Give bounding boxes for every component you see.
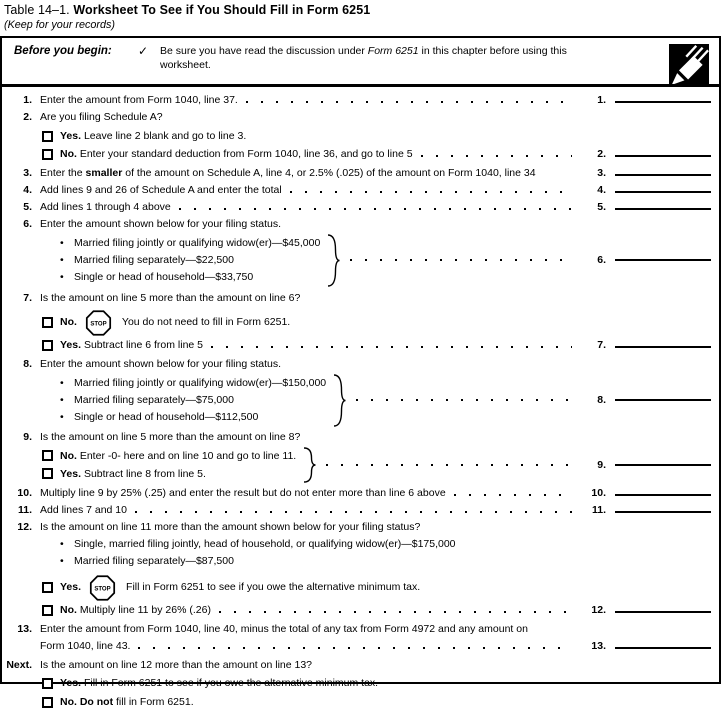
item-text — [40, 638, 130, 655]
bullet-text: Single or head of household—$112,500 — [74, 410, 259, 423]
bullet-item — [4, 536, 711, 553]
checkbox[interactable] — [42, 605, 53, 616]
leader-dots — [138, 647, 572, 649]
item-text — [40, 216, 281, 233]
text-run: Enter your standard deduction from Form 1040, line 36, and go to line 5 — [76, 148, 413, 160]
item-number: 9. — [23, 430, 32, 443]
worksheet-row — [4, 290, 711, 307]
checkbox-row — [4, 575, 711, 601]
checkbox-row — [4, 310, 711, 336]
text-run: Is the amount on line 12 more than the amount on line 13? — [40, 658, 313, 671]
entry-line[interactable] — [615, 399, 711, 401]
text-run: Are you filing Schedule A? — [40, 111, 163, 123]
text-run: Subtract line 8 from line 5. — [81, 467, 206, 480]
worksheet-row — [4, 429, 711, 446]
checkbox-label — [60, 128, 246, 145]
worksheet-row — [4, 216, 711, 233]
bullet-text: Single, married filing jointly, head of household, or qualifying widow(er)—$175,000 — [74, 537, 456, 550]
line-ref: 6. — [597, 254, 606, 266]
worksheet-row — [4, 109, 711, 126]
line-ref: 12. — [591, 604, 606, 616]
checkbox-label — [60, 146, 413, 163]
entry-line[interactable] — [615, 346, 711, 348]
worksheet-body — [2, 87, 719, 716]
checkbox-row — [4, 146, 711, 163]
item-text — [40, 109, 163, 126]
checkbox-label — [60, 694, 194, 711]
entry-line[interactable] — [615, 511, 711, 513]
stop-icon — [85, 310, 112, 336]
text-run: No. — [60, 148, 77, 160]
svg-text:STOP: STOP — [90, 321, 107, 328]
bullet-item — [4, 553, 711, 570]
entry-line[interactable] — [615, 101, 711, 103]
checkbox[interactable] — [42, 697, 53, 708]
bullet-item — [60, 392, 326, 409]
svg-text:STOP: STOP — [94, 586, 111, 593]
worksheet-row — [4, 199, 711, 216]
bullet-item — [60, 269, 320, 286]
leader-dots — [135, 511, 572, 513]
leader-dots — [179, 208, 572, 210]
before-you-begin-label: Before you begin: — [14, 45, 112, 57]
text-run: of the amount on Schedule A, line 4, or 2.5% (.025) of the amount on Form 1040, line 34 — [122, 166, 536, 179]
text-run: Yes. — [60, 581, 82, 593]
bullet-text: Single or head of household—$33,750 — [74, 270, 254, 283]
entry-line[interactable] — [615, 155, 711, 157]
text-run: fill in Form 6251. — [113, 695, 194, 708]
checkbox-row — [4, 128, 711, 145]
before-you-begin-section — [2, 38, 719, 84]
text-run: Is the amount on line 5 more than the amount on line 6? — [40, 291, 301, 304]
worksheet-row — [4, 356, 711, 373]
item-number: 11. — [17, 503, 32, 516]
text-run: Yes. — [60, 339, 82, 351]
leader-dots — [219, 611, 572, 613]
bullet-text: Married filing separately—$75,000 — [74, 393, 234, 406]
item-text — [40, 485, 446, 502]
checkbox-row — [4, 694, 711, 711]
worksheet-row — [4, 182, 711, 199]
text-run: Form 1040, line 43. — [40, 639, 131, 652]
item-number: 8. — [23, 357, 32, 370]
text-run: Yes. — [60, 129, 82, 142]
table-number: Table 14–1. — [4, 3, 70, 17]
entry-line[interactable] — [615, 259, 711, 261]
leader-dots — [454, 494, 572, 496]
text-run: Add lines 7 and 10 — [40, 503, 127, 516]
line-ref: 1. — [597, 94, 606, 106]
item-number: 12. — [17, 520, 32, 533]
checkbox-row — [42, 465, 296, 483]
item-line-1 — [4, 621, 711, 638]
keep-for-records-note: (Keep for your records) — [4, 19, 116, 31]
checkbox[interactable] — [42, 582, 53, 593]
item-number: 2. — [23, 111, 32, 123]
line-ref: 10. — [591, 486, 606, 499]
worksheet-box — [0, 36, 721, 708]
checkbox-row — [4, 337, 711, 354]
text-run: No. Do not — [60, 695, 114, 708]
bullet-icon: • — [60, 410, 64, 423]
line-ref: 5. — [597, 200, 606, 213]
bullet-item — [60, 409, 326, 426]
text-run: Add lines 9 and 26 of Schedule A and enter the total — [40, 183, 282, 196]
text-run: Fill in Form 6251 to see if you owe the alternative minimum tax. — [81, 677, 379, 689]
item-text — [40, 290, 300, 307]
bullet-text: Married filing jointly or qualifying widow(er)—$45,000 — [74, 236, 321, 249]
checkbox-text — [122, 314, 290, 331]
checkbox[interactable] — [42, 131, 53, 142]
item-number: Next. — [6, 658, 32, 671]
item-number: 13. — [17, 622, 32, 635]
worksheet-row — [4, 502, 711, 519]
page-title — [4, 3, 717, 17]
filing-status-group — [4, 374, 711, 427]
item-number: 4. — [23, 183, 32, 196]
text-run: Multiply line 11 by 26% (.26) — [76, 604, 211, 616]
text-run: Enter -0- here and on line 10 and go to line 11. — [76, 449, 297, 462]
text-run: Is the amount on line 5 more than the amount on line 8? — [40, 430, 301, 443]
text-run: No. — [60, 449, 77, 462]
leader-dots — [544, 174, 572, 176]
checkbox-label — [60, 337, 203, 354]
stop-icon — [89, 575, 116, 601]
item-number: 7. — [23, 291, 32, 304]
bullet-text: Married filing separately—$87,500 — [74, 554, 234, 567]
checkbox[interactable] — [42, 468, 53, 479]
line-ref: 13. — [591, 639, 606, 652]
bullet-list — [60, 235, 320, 286]
checkbox-label — [60, 314, 77, 331]
text-run: in this chapter before using this worksheet. — [160, 45, 567, 71]
item-number: 10. — [17, 486, 32, 499]
text-run: Enter the — [40, 166, 86, 179]
checkbox[interactable] — [42, 450, 53, 461]
text-run: Is the amount on line 11 more than the amount shown below for your filing status? — [40, 520, 421, 533]
worksheet-row — [4, 165, 711, 182]
item-text — [40, 502, 127, 519]
leader-dots — [350, 259, 572, 261]
checkbox-label — [60, 675, 378, 692]
text-run: Add lines 1 through 4 above — [40, 200, 171, 213]
text-run: Enter the amount from Form 1040, line 37. — [40, 94, 238, 106]
leader-dots — [290, 191, 572, 193]
leader-dots — [326, 464, 572, 466]
text-run: Yes. — [60, 467, 82, 480]
text-run: No. — [60, 316, 77, 328]
text-run: smaller — [85, 166, 123, 179]
checkbox-list — [42, 447, 296, 483]
text-run: Multiply line 9 by 25% (.25) and enter the result but do not enter more than line 6 above — [40, 486, 446, 499]
text-run: Subtract line 6 from line 5 — [81, 339, 204, 351]
line-ref: 8. — [597, 394, 606, 406]
bullet-text: Married filing jointly or qualifying widow(er)—$150,000 — [74, 376, 327, 389]
checkbox-label — [60, 465, 206, 483]
entry-line[interactable] — [615, 208, 711, 210]
checkbox[interactable] — [42, 149, 53, 160]
item-text — [40, 621, 528, 638]
brace — [332, 374, 346, 427]
line-ref: 3. — [597, 166, 606, 179]
entry-line[interactable] — [615, 494, 711, 496]
leader-dots — [211, 346, 572, 348]
worksheet-row — [4, 92, 711, 109]
leader-dots — [356, 399, 572, 401]
bullet-icon: • — [60, 393, 64, 406]
check-mark-icon: ✓ — [137, 44, 149, 58]
checkbox-label — [60, 579, 81, 596]
checkbox[interactable] — [42, 340, 53, 351]
bullet-item — [60, 235, 320, 252]
worksheet-row — [4, 621, 711, 655]
worksheet-title: Worksheet To See if You Should Fill in Form 6251 — [73, 3, 371, 17]
bullet-list — [60, 375, 326, 426]
checkbox-label — [60, 602, 211, 619]
line-ref: 2. — [597, 148, 606, 160]
bullet-text: Married filing separately—$22,500 — [74, 253, 234, 266]
item-text — [40, 182, 282, 199]
worksheet-row — [4, 657, 711, 674]
item-text — [40, 356, 281, 373]
checkbox-label — [60, 447, 296, 465]
bullet-item — [60, 375, 326, 392]
worksheet-row — [4, 485, 711, 502]
text-run: Leave line 2 blank and go to line 3. — [81, 129, 247, 142]
worksheet-row — [4, 519, 711, 536]
line-ref: 11. — [591, 503, 606, 516]
text-run: Enter the amount shown below for your filing status. — [40, 217, 282, 230]
entry-line[interactable] — [615, 464, 711, 466]
item-text — [40, 519, 420, 536]
entry-line[interactable] — [615, 647, 711, 649]
brace — [326, 234, 340, 287]
checkbox-row — [4, 602, 711, 619]
text-run: Enter the amount from Form 1040, line 40, minus the total of any tax from Form 4972 and any amount on — [40, 622, 528, 635]
leader-dots — [421, 155, 572, 157]
bullet-icon: • — [60, 236, 64, 249]
text-run: Fill in Form 6251 to see if you owe the alternative minimum tax. — [126, 581, 421, 593]
leader-dots — [246, 101, 572, 103]
item-text — [40, 165, 536, 182]
checkbox[interactable] — [42, 678, 53, 689]
item-number: 5. — [23, 200, 32, 213]
before-you-begin-text — [160, 44, 592, 72]
entry-line[interactable] — [615, 191, 711, 193]
bullet-icon: • — [60, 537, 64, 550]
bullet-item — [60, 252, 320, 269]
checkbox[interactable] — [42, 317, 53, 328]
bullet-icon: • — [60, 554, 64, 567]
bullet-icon: • — [60, 376, 64, 389]
bullet-icon: • — [60, 253, 64, 266]
text-run: Form 6251 — [367, 45, 419, 57]
checkbox-row — [42, 447, 296, 465]
checkbox-choice-group — [4, 447, 711, 483]
checkbox-text — [126, 579, 420, 596]
text-run: You do not need to fill in Form 6251. — [121, 316, 291, 328]
item-text — [40, 199, 171, 216]
item-line-2 — [4, 638, 711, 655]
page-header — [0, 0, 721, 31]
item-number: 6. — [23, 217, 32, 230]
item-number: 3. — [23, 166, 32, 179]
item-text — [40, 657, 312, 674]
line-ref: 9. — [597, 458, 606, 471]
pencil-icon — [669, 44, 709, 84]
text-run: Enter the amount shown below for your filing status. — [40, 357, 282, 370]
entry-line[interactable] — [615, 611, 711, 613]
line-ref: 4. — [597, 183, 606, 196]
bullet-icon: • — [60, 270, 64, 283]
text-run: Be sure you have read the discussion under — [160, 45, 368, 57]
text-run: No. — [60, 604, 77, 616]
item-number: 1. — [23, 94, 32, 106]
entry-line[interactable] — [615, 174, 711, 176]
filing-status-group — [4, 234, 711, 287]
item-text — [40, 92, 238, 109]
checkbox-row — [4, 675, 711, 692]
item-text — [40, 429, 300, 446]
brace — [302, 447, 316, 483]
text-run: Yes. — [60, 677, 82, 689]
line-ref: 7. — [597, 339, 606, 351]
